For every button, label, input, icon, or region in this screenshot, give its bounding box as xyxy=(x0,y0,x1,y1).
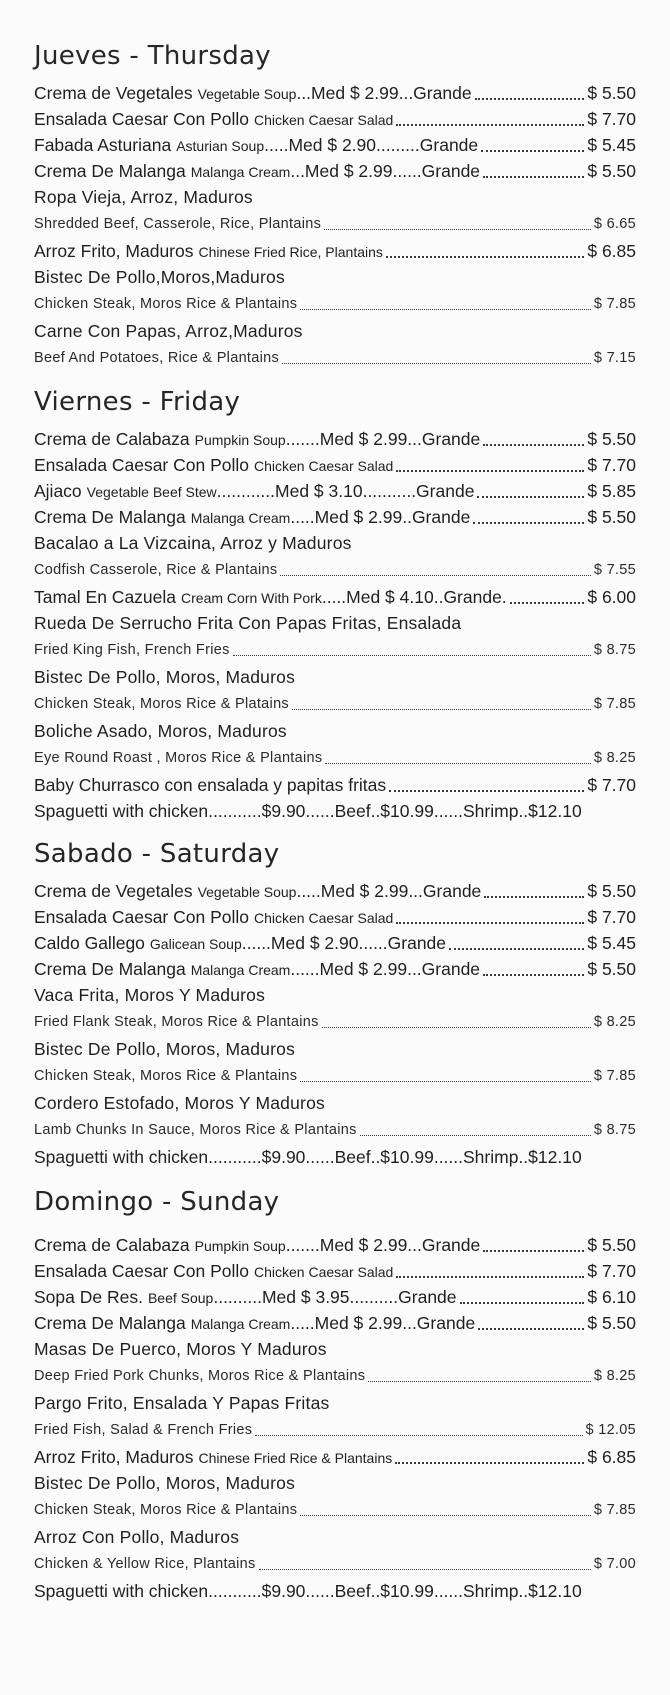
dish-description: Lamb Chunks In Sauce, Moros Rice & Plantains xyxy=(34,1122,357,1138)
day-title: Domingo - Sunday xyxy=(34,1187,280,1217)
dish-price: $ 6.10 xyxy=(587,1287,636,1307)
size-prices: ...Med $ 2.99...Grande xyxy=(296,83,472,103)
dish-name: Boliche Asado, Moros, Maduros xyxy=(34,721,287,741)
dish-name: Rueda De Serrucho Frita Con Papas Fritas, Ensalada xyxy=(34,613,462,633)
dot-leader xyxy=(282,363,591,364)
day-section-saturday xyxy=(34,836,636,1170)
size-prices: .....Med $ 2.99...Grande xyxy=(290,1313,476,1333)
menu-item xyxy=(34,452,636,478)
dish-name: Ajiaco xyxy=(34,481,82,501)
size-prices: .....Med $ 4.10..Grande. xyxy=(321,587,507,607)
menu-item xyxy=(34,930,636,956)
dish-description: Chicken Caesar Salad xyxy=(254,112,394,128)
dish-description-row xyxy=(34,690,636,718)
dish-description: Chicken Steak, Moros Rice & Platains xyxy=(34,696,289,712)
size-prices: .....Med $ 2.99...Grande xyxy=(296,881,482,901)
dish-price: $ 5.45 xyxy=(587,933,636,953)
dish-name: Ensalada Caesar Con Pollo xyxy=(34,109,249,129)
dish-price: $ 5.50 xyxy=(587,161,636,181)
dish-description: Beef Soup xyxy=(147,1290,214,1306)
dish-price: $ 8.25 xyxy=(593,750,636,766)
size-prices: ......Med $ 2.90......Grande xyxy=(241,933,447,953)
dish-name: Crema De Malanga xyxy=(34,959,186,979)
dot-leader xyxy=(233,655,591,656)
dish-heading xyxy=(34,264,636,290)
dish-heading xyxy=(34,664,636,690)
dish-name: Crema De Malanga xyxy=(34,1313,186,1333)
dish-name: Fabada Asturiana xyxy=(34,135,172,155)
menu-item xyxy=(34,1284,636,1310)
dish-description: Pumpkin Soup xyxy=(194,432,286,448)
dot-leader xyxy=(300,309,591,310)
spaguetti-row xyxy=(34,798,636,824)
size-prices: .....Med $ 2.90.........Grande xyxy=(264,135,479,155)
dish-name: Crema de Calabaza xyxy=(34,1235,190,1255)
dish-price: $ 7.70 xyxy=(587,1261,636,1281)
spaguetti-row xyxy=(34,1578,636,1604)
dish-price: $ 5.85 xyxy=(587,481,636,501)
dish-description: Eye Round Roast , Moros Rice & Plantains xyxy=(34,750,323,766)
dish-description: Chicken Steak, Moros Rice & Plantains xyxy=(34,1068,298,1084)
menu-item xyxy=(34,132,636,158)
dish-description: Chicken Steak, Moros Rice & Plantains xyxy=(34,296,298,312)
dish-name: Masas De Puerco, Moros Y Maduros xyxy=(34,1339,327,1359)
dot-leader xyxy=(478,1328,584,1330)
dish-price: $ 7.15 xyxy=(593,350,636,366)
dish-description: Malanga Cream xyxy=(190,1316,291,1332)
dish-heading xyxy=(34,530,636,556)
dot-leader xyxy=(259,1569,591,1570)
menu-item xyxy=(34,106,636,132)
dot-leader xyxy=(368,1381,591,1382)
dish-name: Vaca Frita, Moros Y Maduros xyxy=(34,985,266,1005)
dish-description-row xyxy=(34,1416,636,1444)
spaguetti-prices: Spaguetti with chicken...........$9.90......Beef..$10.99......Shrimp..$12.10 xyxy=(34,801,582,821)
menu-item xyxy=(34,1258,636,1284)
dish-description: Galicean Soup xyxy=(149,936,242,952)
dish-heading xyxy=(34,184,636,210)
dot-leader xyxy=(322,1027,591,1028)
dish-name: Carne Con Papas, Arroz,Maduros xyxy=(34,321,303,341)
dot-leader xyxy=(395,1462,584,1464)
dot-leader xyxy=(483,176,584,178)
dish-name: Ensalada Caesar Con Pollo xyxy=(34,1261,249,1281)
dish-price: $ 6.85 xyxy=(587,1447,636,1467)
size-prices: .......Med $ 2.99...Grande xyxy=(285,1235,481,1255)
dot-leader xyxy=(300,1081,591,1082)
menu-item xyxy=(34,238,636,264)
size-prices: .....Med $ 2.99..Grande xyxy=(290,507,471,527)
dish-description-row xyxy=(34,210,636,238)
dish-description: Chicken Steak, Moros Rice & Plantains xyxy=(34,1502,298,1518)
dish-description: Fried Flank Steak, Moros Rice & Plantains xyxy=(34,1014,319,1030)
spaguetti-prices: Spaguetti with chicken...........$9.90......Beef..$10.99......Shrimp..$12.10 xyxy=(34,1581,582,1601)
dot-leader xyxy=(473,522,584,524)
dish-price: $ 5.50 xyxy=(587,429,636,449)
dish-name: Crema De Malanga xyxy=(34,507,186,527)
menu-item xyxy=(34,1232,636,1258)
dot-leader xyxy=(483,974,584,976)
dish-name: Crema de Calabaza xyxy=(34,429,190,449)
dish-price: $ 7.85 xyxy=(593,1502,636,1518)
dish-name: Arroz Frito, Maduros xyxy=(34,1447,194,1467)
dish-description: Chinese Fried Rice, Plantains xyxy=(198,244,383,260)
dish-price: $ 5.50 xyxy=(587,959,636,979)
dish-price: $ 7.70 xyxy=(587,455,636,475)
dish-price: $ 5.50 xyxy=(587,83,636,103)
day-title: Jueves - Thursday xyxy=(34,41,271,71)
dot-leader xyxy=(475,98,585,100)
size-prices: .......Med $ 2.99...Grande xyxy=(285,429,481,449)
dish-heading xyxy=(34,1336,636,1362)
dish-name: Tamal En Cazuela xyxy=(34,587,177,607)
dish-heading xyxy=(34,982,636,1008)
dish-name: Crema de Vegetales xyxy=(34,881,193,901)
dish-name: Crema De Malanga xyxy=(34,161,186,181)
dish-description-row xyxy=(34,1008,636,1036)
dish-description-row xyxy=(34,556,636,584)
dish-description-row xyxy=(34,1116,636,1144)
dish-name: Ensalada Caesar Con Pollo xyxy=(34,907,249,927)
menu-item xyxy=(34,158,636,184)
dish-description-row xyxy=(34,344,636,372)
day-title: Viernes - Friday xyxy=(34,387,241,417)
dish-price: $ 7.70 xyxy=(587,907,636,927)
dish-heading xyxy=(34,1090,636,1116)
menu-item xyxy=(34,904,636,930)
dot-leader xyxy=(300,1515,591,1516)
dot-leader xyxy=(255,1435,582,1436)
dish-description-row xyxy=(34,636,636,664)
dish-price: $ 5.50 xyxy=(587,881,636,901)
dot-leader xyxy=(460,1302,585,1304)
spaguetti-prices: Spaguetti with chicken...........$9.90......Beef..$10.99......Shrimp..$12.10 xyxy=(34,1147,582,1167)
dish-description: Codfish Casserole, Rice & Plantains xyxy=(34,562,278,578)
dot-leader xyxy=(484,896,584,898)
dish-price: $ 8.25 xyxy=(593,1014,636,1030)
dish-price: $ 7.00 xyxy=(593,1556,636,1572)
dish-heading xyxy=(34,1390,636,1416)
dish-name: Sopa De Res. xyxy=(34,1287,143,1307)
dot-leader xyxy=(510,602,585,604)
dish-description-row xyxy=(34,744,636,772)
dish-name: Cordero Estofado, Moros Y Maduros xyxy=(34,1093,325,1113)
dot-leader xyxy=(386,256,584,258)
dot-leader xyxy=(449,948,584,950)
dish-description: Vegetable Soup xyxy=(197,884,297,900)
dish-price: $ 12.05 xyxy=(585,1422,636,1438)
dish-description-row xyxy=(34,1550,636,1578)
day-title: Sabado - Saturday xyxy=(34,839,280,869)
dish-name: Caldo Gallego xyxy=(34,933,145,953)
dish-description: Pumpkin Soup xyxy=(194,1238,286,1254)
dish-price: $ 7.70 xyxy=(587,109,636,129)
dish-heading xyxy=(34,1036,636,1062)
dish-price: $ 7.55 xyxy=(593,562,636,578)
dish-price: $ 7.85 xyxy=(593,1068,636,1084)
dish-description: Chicken Caesar Salad xyxy=(254,1264,394,1280)
dish-price: $ 7.85 xyxy=(593,696,636,712)
dish-name: Bistec De Pollo, Moros, Maduros xyxy=(34,667,296,687)
dish-price: $ 7.85 xyxy=(593,296,636,312)
dish-name: Ropa Vieja, Arroz, Maduros xyxy=(34,187,253,207)
dish-heading xyxy=(34,610,636,636)
dish-description: Beef And Potatoes, Rice & Plantains xyxy=(34,350,280,366)
dish-description-row xyxy=(34,1362,636,1390)
menu-item xyxy=(34,80,636,106)
dish-description: Fried Fish, Salad & French Fries xyxy=(34,1422,253,1438)
dish-description: Chicken Caesar Salad xyxy=(254,910,394,926)
dot-leader xyxy=(292,709,591,710)
dish-name: Bistec De Pollo,Moros,Maduros xyxy=(34,267,285,287)
menu-item xyxy=(34,584,636,610)
size-prices: ...Med $ 2.99......Grande xyxy=(290,161,481,181)
dish-price: $ 8.25 xyxy=(593,1368,636,1384)
menu-item xyxy=(34,1444,636,1470)
dish-description-row xyxy=(34,1062,636,1090)
dish-name: Bacalao a La Vizcaina, Arroz y Maduros xyxy=(34,533,352,553)
menu-item xyxy=(34,772,636,798)
dish-description: Vegetable Soup xyxy=(197,86,297,102)
menu-item xyxy=(34,426,636,452)
dot-leader xyxy=(477,496,584,498)
dish-description-row xyxy=(34,290,636,318)
spaguetti-row xyxy=(34,1144,636,1170)
menu-item xyxy=(34,504,636,530)
dot-leader xyxy=(396,124,584,126)
dish-price: $ 5.50 xyxy=(587,507,636,527)
dish-description: Asturian Soup xyxy=(176,138,265,154)
dish-name: Ensalada Caesar Con Pollo xyxy=(34,455,249,475)
dot-leader xyxy=(396,1276,584,1278)
dish-price: $ 6.65 xyxy=(593,216,636,232)
day-section-sunday xyxy=(34,1184,636,1604)
size-prices: ..........Med $ 3.95..........Grande xyxy=(213,1287,457,1307)
size-prices: ............Med $ 3.10...........Grande xyxy=(216,481,475,501)
dish-heading xyxy=(34,1524,636,1550)
dish-price: $ 5.45 xyxy=(587,135,636,155)
dish-description: Vegetable Beef Stew xyxy=(86,484,217,500)
dish-name: Baby Churrasco con ensalada y papitas fritas xyxy=(34,775,387,795)
dish-name: Pargo Frito, Ensalada Y Papas Fritas xyxy=(34,1393,330,1413)
dish-description: Malanga Cream xyxy=(190,510,291,526)
dish-description: Malanga Cream xyxy=(190,164,291,180)
dish-description: Chicken & Yellow Rice, Plantains xyxy=(34,1556,256,1572)
dot-leader xyxy=(280,575,590,576)
dish-name: Bistec De Pollo, Moros, Maduros xyxy=(34,1039,296,1059)
menu-item xyxy=(34,956,636,982)
dish-name: Crema de Vegetales xyxy=(34,83,193,103)
dish-price: $ 6.85 xyxy=(587,241,636,261)
dish-description: Fried King Fish, French Fries xyxy=(34,642,230,658)
dot-leader xyxy=(389,790,584,792)
dish-price: $ 5.50 xyxy=(587,1313,636,1333)
dish-description: Chicken Caesar Salad xyxy=(254,458,394,474)
dish-description: Shredded Beef, Casserole, Rice, Plantains xyxy=(34,216,322,232)
dish-price: $ 8.75 xyxy=(593,1122,636,1138)
dot-leader xyxy=(396,922,584,924)
dish-price: $ 7.70 xyxy=(587,775,636,795)
dot-leader xyxy=(483,1250,584,1252)
dot-leader xyxy=(325,763,590,764)
dish-price: $ 8.75 xyxy=(593,642,636,658)
menu-item xyxy=(34,878,636,904)
dish-description-row xyxy=(34,1496,636,1524)
day-section-friday xyxy=(34,384,636,824)
dish-description: Cream Corn With Pork xyxy=(181,590,322,606)
dot-leader xyxy=(360,1135,591,1136)
dot-leader xyxy=(481,150,584,152)
dish-description: Chinese Fried Rice & Plantains xyxy=(198,1450,393,1466)
dish-price: $ 5.50 xyxy=(587,1235,636,1255)
day-section-thursday xyxy=(34,38,636,372)
dish-heading xyxy=(34,318,636,344)
dish-description: Deep Fried Pork Chunks, Moros Rice & Plantains xyxy=(34,1368,366,1384)
dish-price: $ 6.00 xyxy=(587,587,636,607)
dish-name: Bistec De Pollo, Moros, Maduros xyxy=(34,1473,296,1493)
menu-item xyxy=(34,478,636,504)
dot-leader xyxy=(483,444,584,446)
dish-name: Arroz Frito, Maduros xyxy=(34,241,194,261)
size-prices: ......Med $ 2.99...Grande xyxy=(290,959,481,979)
dish-description: Malanga Cream xyxy=(190,962,291,978)
dish-heading xyxy=(34,1470,636,1496)
dish-name: Arroz Con Pollo, Maduros xyxy=(34,1527,240,1547)
dot-leader xyxy=(396,470,584,472)
dish-heading xyxy=(34,718,636,744)
dot-leader xyxy=(324,229,591,230)
menu-item xyxy=(34,1310,636,1336)
